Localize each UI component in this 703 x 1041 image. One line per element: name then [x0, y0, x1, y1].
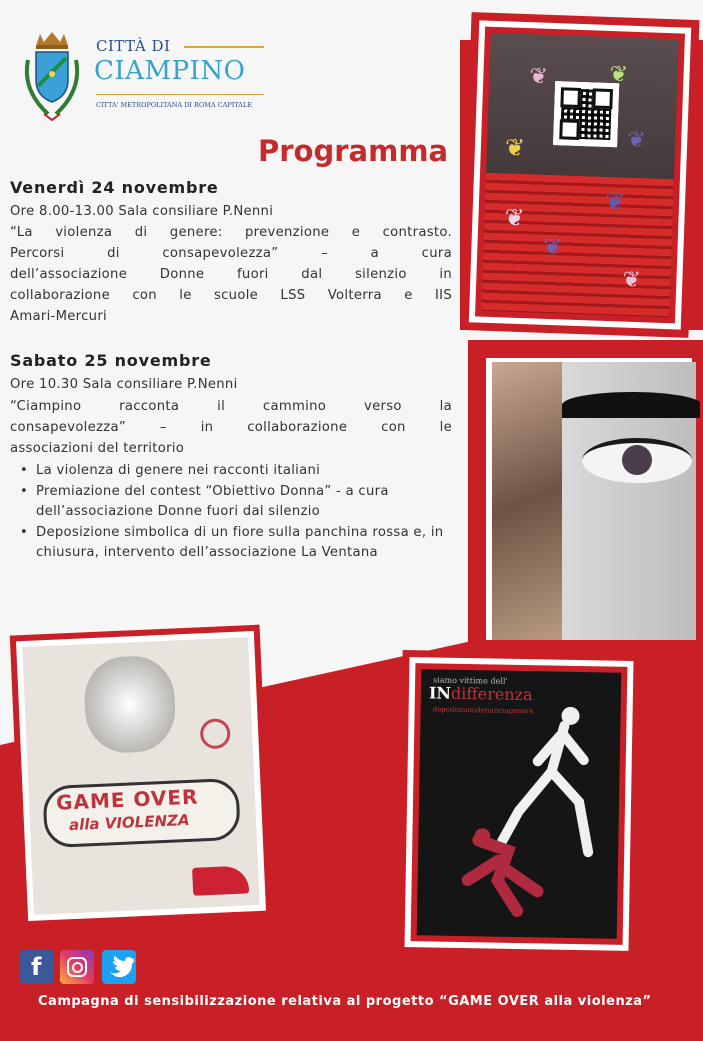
speech-bubble: [42, 778, 241, 848]
bullet-item: • Deposizione simbolica di un fiore sulla panchina rossa e, in chiusura, intervento dell’associazione La Ventana: [18, 523, 452, 564]
brand-divider: [184, 46, 264, 48]
event2-line-1: “Ciampino racconta il cammino verso la: [10, 399, 452, 414]
qr-code: [553, 81, 619, 147]
alla-violenza-text: alla VIOLENZA: [68, 810, 190, 835]
butterfly-icon: ❦: [503, 203, 526, 233]
event2-day: Sabato 25 novembre: [10, 351, 212, 370]
twitter-icon[interactable]: [102, 950, 136, 984]
event1-line-5: Amari-Mercuri: [10, 309, 108, 324]
brand-divider-2: [96, 94, 264, 95]
event2-line-3: associazioni del territorio: [10, 441, 185, 456]
poster-title-in: IN: [428, 683, 452, 703]
walking-figure: [457, 700, 611, 923]
butterfly-icon: ❦: [604, 186, 626, 216]
event1-day: Venerdì 24 novembre: [10, 178, 219, 197]
eyebrow: [562, 392, 700, 418]
bullet-item: • Premiazione del contest “Obiettivo Donna” - a cura dell’associazione Donne fuori dal silenzio: [18, 482, 452, 523]
female-symbol: [200, 718, 231, 749]
facebook-icon[interactable]: f: [20, 950, 54, 984]
event1-line-2: Percorsi di consapevolezza” – a cura: [10, 246, 452, 261]
butterfly-icon: ❦: [621, 267, 642, 294]
bullet-item: • La violenza di genere nei racconti italiani: [18, 461, 452, 482]
butterfly-icon: ❦: [609, 61, 629, 88]
campaign-footer: Campagna di sensibilizzazione relativa al progetto “GAME OVER alla violenza”: [38, 994, 652, 1009]
butterfly-icon: ❦: [504, 133, 526, 163]
event1-line-4: collaborazione con le scuole LSS Volterra e IIS: [10, 288, 452, 303]
butterfly-icon: ❦: [528, 64, 549, 90]
brand-city-name: CIAMPINO: [94, 56, 246, 86]
brand-city-label: CITTÀ DI: [96, 37, 171, 55]
butterfly-icon: ❦: [543, 234, 563, 261]
poster-title-differenza: differenza: [450, 683, 533, 705]
poster-tagline: siamo vittime dell': [433, 675, 508, 686]
event2-line-2: consapevolezza” – in collaborazione con le: [10, 420, 452, 435]
page-title: Programma: [258, 134, 449, 168]
game-over-drawing: [10, 625, 272, 928]
event2-bullet-list: [18, 461, 452, 564]
butterfly-icon: ❦: [626, 127, 647, 154]
eye-artwork: [478, 350, 700, 648]
woman-sketch: [83, 655, 177, 755]
coat-of-arms-logo: [18, 30, 86, 122]
indifferenza-poster: [397, 650, 640, 958]
event2-time-place: Ore 10.30 Sala consiliare P.Nenni: [10, 377, 238, 392]
event1-line-1: “La violenza di genere: prevenzione e contrasto.: [10, 225, 452, 240]
red-bench: [481, 173, 674, 317]
game-over-text: GAME OVER: [55, 784, 199, 815]
butterfly-qr-artwork: [461, 12, 700, 338]
event1-time-place: Ore 8.00-13.00 Sala consiliare P.Nenni: [10, 204, 274, 219]
event1-line-3: dell’associazione Donne fuori dal silenzio in: [10, 267, 452, 282]
eye: [582, 438, 692, 483]
red-shoe: [192, 865, 249, 895]
instagram-icon[interactable]: [60, 950, 94, 984]
brand-subtitle: CITTA' METROPOLITANA DI ROMA CAPITALE: [96, 101, 253, 109]
poster-subtitle: dopodomanidenunciagenere: [432, 705, 534, 716]
